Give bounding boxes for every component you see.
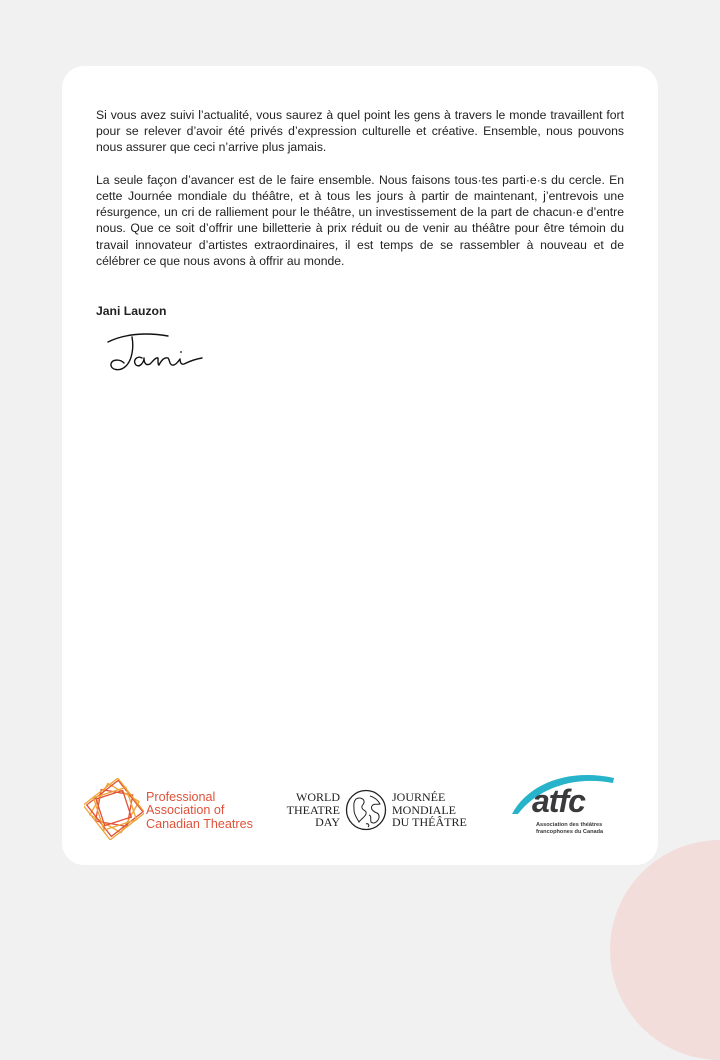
wtd-en-line-3: DAY — [315, 815, 340, 829]
wtd-french-text — [392, 791, 482, 829]
atfc-subtitle-line-2: francophones du Canada — [536, 829, 604, 835]
pact-wordmark — [146, 791, 253, 831]
pact-line-3: Canadian Theatres — [146, 816, 253, 831]
pact-logo — [84, 778, 274, 842]
wtd-fr-line-3: DU THÉÂTRE — [392, 815, 467, 829]
wtd-fr-line-2: MONDIALE — [392, 802, 456, 817]
atfc-subtitle-line-1: Association des théâtres — [536, 822, 603, 828]
wtd-fr-line-1: JOURNÉE — [392, 790, 446, 804]
atfc-logo — [508, 766, 620, 841]
letter-paragraph-1: Si vous avez suivi l’actualité, vous saurez à quel point les gens à travers le monde travaillent fort pour se relever d’avoir été privés d’expression culturelle et créative. Ensemble, nous pouvons nous assurer que ceci n’arrive plus jamais. — [96, 108, 624, 155]
pact-line-2: Association of — [146, 803, 225, 818]
handwritten-signature — [102, 328, 212, 378]
letter-paragraph-2: La seule façon d’avancer est de le faire ensemble. Nous faisons tous·tes parti·e·s du cercle. En cette Journée mondiale du théâtre, et à tous les jours à partir de maintenant, j’entrevois une résurgence, un cri de ralliement pour le théâtre, un investissement de la part de chacun·e d’entre nous. Que ce soit d’offrir une billetterie à prix réduit ou de venir au théâtre pour être témoin du travail innovateur d’artistes extraordinaires, il est temps de se rassembler à nouveau et de célébrer ce que nous avons à offrir au monde. — [96, 172, 624, 268]
decorative-corner-circle — [610, 840, 720, 1060]
atfc-wordmark: atfc — [532, 783, 585, 819]
wtd-en-line-1: WORLD — [296, 790, 340, 804]
wtd-en-line-2: THEATRE — [286, 802, 340, 817]
wtd-english-text — [280, 791, 340, 829]
globe-icon — [344, 788, 388, 832]
atfc-subtitle — [536, 822, 603, 836]
pact-emblem-icon — [84, 778, 144, 840]
world-theatre-day-logo — [280, 788, 480, 836]
letter-body — [96, 107, 624, 285]
signer-name: Jani Lauzon — [96, 304, 167, 318]
letter-card — [62, 66, 658, 865]
pact-line-1: Professional — [146, 790, 216, 804]
